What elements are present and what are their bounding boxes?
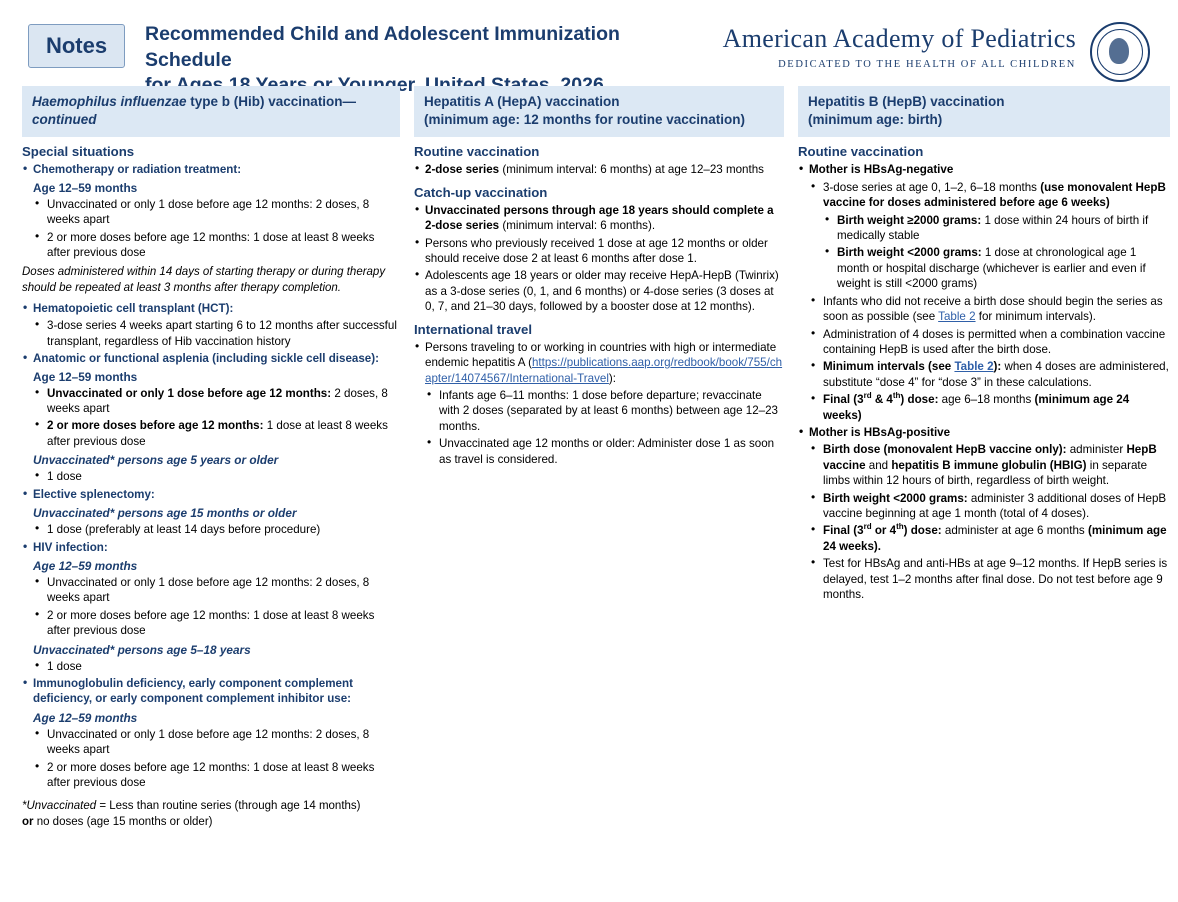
list-item [824,213,1170,244]
hib-asplenia-unvacc-items [22,469,400,502]
ig-heading-line2: deficiency, or early component complement inhibitor use: [33,692,352,706]
hepa-routine-heading: Routine vaccination [414,144,540,160]
neg-item5-mid: age 6–18 months [938,393,1035,407]
table2-link-2[interactable]: Table 2 [954,360,994,374]
asplenia-item1-rest: 2 doses, 8 weeks apart [47,386,388,416]
aap-logo-text [723,22,1076,70]
neg-item2-pre: Infants who did not receive a birth dose should begin the series as soon as possible (see [823,294,1163,324]
hepa-travel-heading: International travel [414,321,532,337]
list-item: • 2 or more doses before age 12 months: 1 dose at least 8 weeks after previous dose [34,230,400,261]
asplenia-item2-rest: 1 dose at least 8 weeks after previous dose [47,419,388,448]
pos-item1-mid: administer [1066,443,1127,457]
pos-item1-bold3: hepatitis B immune globulin (HBIG) [891,458,1087,472]
list-item [414,162,784,177]
pos-item1-bold2: HepB vaccine [823,443,1157,472]
footnote-rest: = Less than routine series (through age 14 months) [96,800,361,813]
list-item: • Unvaccinated age 12 months or older: Administer dose 1 as soon as travel is considered. [426,436,784,467]
notes-columns [0,72,1178,830]
list-item [810,442,1170,488]
hepb-title-line1: Hepatitis B (HepB) vaccination [808,94,1005,109]
pos-item3-bold2: (minimum age 24 weeks). [823,524,1167,553]
hib-asplenia-items [22,386,400,450]
list-item: • Infants age 6–11 months: 1 dose before departure; revaccinate with 2 doses (separated by at least 6 months) between age 12–23 months. [426,388,784,434]
hepa-travel-post: ): [608,371,616,385]
neg-item4-rest: when 4 doses are administered, substitute “dose 4” for “dose 3” in these calculations. [823,360,1169,389]
neg-sub1-bold: Birth weight ≥2000 grams: [837,213,982,227]
list-item: • Unvaccinated or only 1 dose before age 12 months: 2 doses, 8 weeks apart [34,727,400,758]
hib-ig-heading [22,676,400,707]
hib-title-line2: continued [32,112,97,128]
hib-hct-block [22,301,400,367]
hib-ig-items [22,727,400,791]
hepa-routine-rest: (minimum interval: 6 months) at age 12–23 months [499,163,764,177]
hib-special-situations-heading: Special situations [22,144,135,160]
pos-item3-mid: administer at age 6 months [941,524,1088,538]
aap-seal-icon [1090,22,1150,82]
list-item: • 1 dose (preferably at least 14 days before procedure) [34,522,400,537]
neg-item2-post: for minimum intervals). [975,310,1097,324]
hib-title-rest: type b (Hib) vaccination— [186,94,357,109]
hepa-catchup1-rest: (minimum interval: 6 months). [499,219,656,233]
column-hib [22,86,400,830]
list-item [810,392,1170,423]
hib-chemo-note: Doses administered within 14 days of starting therapy or during therapy should be repeated at least 3 months after therapy completion. [22,266,386,294]
list-item [824,245,1170,291]
hib-chemo-age-header: Age 12–59 months [33,180,138,195]
hepa-title-line2: (minimum age: 12 months for routine vaccination) [424,112,746,128]
neg-item4-bold-pre: Minimum intervals (see [823,360,955,374]
hepa-travel-pre: Persons traveling to or working in countries with high or intermediate endemic hepatitis A ( [425,340,777,370]
hepb-negative-heading: • Mother is HBsAg-negative [798,162,1170,177]
footnote-italic: *Unvaccinated [22,800,97,813]
hib-hiv-heading: • HIV infection: [22,540,400,555]
hib-splenectomy-heading: • Elective splenectomy: [22,487,400,502]
page-header [0,0,1178,72]
pos-item2-bold: Birth weight <2000 grams: [823,491,968,505]
hib-title-italic: Haemophilus influenzae [32,94,187,109]
list-item [414,340,784,386]
table2-link-1[interactable]: Table 2 [938,310,976,324]
hepb-positive-heading: • Mother is HBsAg-positive [798,425,1170,440]
hepa-title-line1: Hepatitis A (HepA) vaccination [424,94,620,109]
neg-item5-bold: Final (3rd & 4th) dose: [823,391,939,407]
hepb-negative-list [798,162,1170,602]
hib-footnote [22,799,400,830]
list-item: • 2 or more doses before age 12 months: 1 dose at least 8 weeks after previous dose [34,608,400,639]
hepb-title-line2: (minimum age: birth) [808,112,943,128]
hepa-routine-bold: 2-dose series [425,163,500,177]
hib-asplenia-unvacc-header: Unvaccinated* persons age 5 years or older [33,453,279,468]
hepa-catchup1-bold: Unvaccinated persons through age 18 years should complete a 2-dose series [425,203,774,233]
aap-tagline: DEDICATED TO THE HEALTH OF ALL CHILDREN [778,59,1076,70]
neg-sub2-rest: 1 dose at chronological age 1 month or hospital discharge (whichever is earlier and even if weight is still <2000 grams) [837,246,1146,291]
hib-hct-heading: • Hematopoietic cell transplant (HCT): [22,301,400,316]
list-item: • 1 dose [34,659,400,674]
list-item [810,294,1170,325]
ig-heading-line1: Immunoglobulin deficiency, early component complement [33,676,353,690]
hib-splenectomy-items [22,522,400,555]
list-item [810,523,1170,554]
asplenia-item2-bold: 2 or more doses before age 12 months: [47,419,264,433]
hepa-catchup-list [414,203,784,315]
hib-hiv-age-header: Age 12–59 months [33,558,138,573]
hib-chemo-heading: • Chemotherapy or radiation treatment: [22,162,400,177]
list-item [414,203,784,234]
neg-item1-pre: 3-dose series at age 0, 1–2, 6–18 months [823,180,1041,194]
aap-name: American Academy of Pediatrics [722,24,1076,53]
pos-item1-bold: Birth dose (monovalent HepB vaccine only): [823,443,1067,457]
section-header-hepa [414,86,784,137]
neg-sub1-rest: 1 dose within 24 hours of birth if medically stable [837,213,1149,243]
hepa-travel-list [414,340,784,467]
neg-sub2-bold: Birth weight <2000 grams: [837,246,982,260]
column-hepb [798,86,1170,830]
redbook-travel-link[interactable]: https://publications.aap.org/redbook/book/755/chapter/14074567/International-Travel [425,356,783,385]
hib-splenectomy-unvacc-header: Unvaccinated* persons age 15 months or older [33,506,297,521]
hib-hiv-unvacc-header: Unvaccinated* persons age 5–18 years [33,642,251,657]
footnote-end: no doses (age 15 months or older) [33,815,213,828]
list-item: • Test for HBsAg and anti-HBs at age 9–12 months. If HepB series is delayed, test 1–2 months after final dose. Do not test before age 9 months. [810,556,1170,602]
hepa-catchup-heading: Catch-up vaccination [414,184,548,200]
section-header-hepb [798,86,1170,137]
section-header-hib [22,86,400,137]
asplenia-item1-bold: Unvaccinated or only 1 dose before age 12 months: [47,386,332,400]
list-item [810,180,1170,211]
list-item: • Unvaccinated or only 1 dose before age 12 months: 2 doses, 8 weeks apart [34,575,400,606]
pos-item3-bold: Final (3rd or 4th) dose: [823,522,942,538]
notes-badge: Notes [28,24,125,68]
list-item: • Administration of 4 doses is permitted when a combination vaccine containing HepB is used after the birth dose. [810,327,1170,358]
hib-special-list [22,162,400,177]
hib-hiv-items [22,575,400,639]
column-hepa [414,86,784,830]
neg-item5-bold2: (minimum age 24 weeks) [823,393,1130,422]
neg-item4-bold-post: ): [993,360,1002,374]
footnote-bold: or [22,815,34,828]
list-item: • Persons who previously received 1 dose at age 12 months or older should receive dose 2 at least 6 months after dose 1. [414,236,784,267]
hib-ig-age-header: Age 12–59 months [33,710,138,725]
page-title-line1: Recommended Child and Adolescent Immunization Schedule [145,23,620,71]
list-item: • 3-dose series 4 weeks apart starting 6 to 12 months after successful transplant, regardless of Hib vaccination history [34,318,400,349]
pos-item1-rest: in separate limbs within 12 hours of birth, regardless of birth weight. [823,458,1148,488]
list-item: • Adolescents age 18 years or older may receive HepA-HepB (Twinrix) as a 3-dose series (0, 1, and 6 months) or 4-dose series (3 doses at 0, 7, and 21–30 days, followed by a booster dose at 12 months). [414,268,784,314]
list-item: • 2 or more doses before age 12 months: 1 dose at least 8 weeks after previous dose [34,760,400,791]
hib-hiv-unvacc-items [22,659,400,707]
list-item: • 1 dose [34,469,400,484]
list-item [810,359,1170,390]
hepb-routine-heading: Routine vaccination [798,144,924,160]
list-item [810,491,1170,522]
hepa-routine-list [414,162,784,177]
list-item: • Unvaccinated or only 1 dose before age 12 months: 2 doses, 8 weeks apart [34,197,400,228]
hib-asplenia-heading: • Anatomic or functional asplenia (including sickle cell disease): [22,351,400,366]
list-item [34,386,400,417]
aap-logo [723,22,1150,82]
list-item [34,418,400,449]
hib-chemo-items [22,197,400,261]
pos-item2-rest: administer 3 additional doses of HepB vaccine beginning at age 1 month (total of 4 doses). [823,491,1167,520]
neg-item1-bold: (use monovalent HepB vaccine for doses administered before age 6 weeks) [823,180,1166,210]
pos-item1-mid2: and [865,458,892,472]
hib-asplenia-age-header: Age 12–59 months [33,369,138,384]
